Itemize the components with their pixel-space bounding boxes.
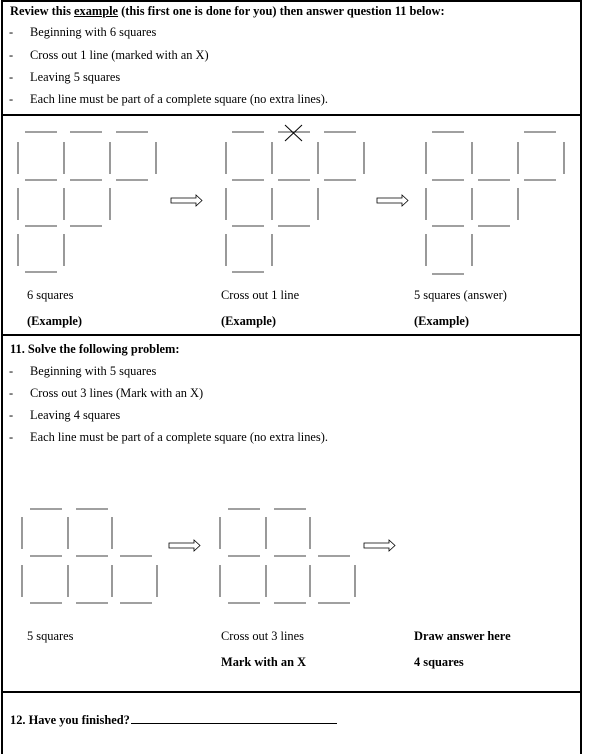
- q11-caption-2: Cross out 3 lines: [221, 629, 304, 643]
- q11-bullet-1: Beginning with 5 squares: [30, 364, 157, 378]
- bullet-marker: -: [9, 70, 14, 84]
- q11-heading: 11. Solve the following problem:: [10, 342, 180, 356]
- example-bullet-2: Cross out 1 line (marked with an X): [30, 48, 209, 62]
- arrow-icon: [169, 540, 200, 551]
- example-figure-cross-out: [226, 125, 364, 272]
- example-bullet-1: Beginning with 6 squares: [30, 25, 157, 39]
- q11-subcaption-2: 4 squares: [414, 655, 464, 669]
- q11-subcaption-1: Mark with an X: [221, 655, 307, 669]
- bullet-marker: -: [9, 25, 14, 39]
- example-bullet-3: Leaving 5 squares: [30, 70, 121, 84]
- q11-caption-3: Draw answer here: [414, 629, 511, 643]
- example-figure-5-squares: [426, 132, 564, 274]
- q11-figure-5-squares: [22, 509, 157, 603]
- q11-bullet-3: Leaving 4 squares: [30, 408, 121, 422]
- bullet-marker: -: [9, 92, 14, 106]
- bullet-marker: -: [9, 364, 14, 378]
- arrow-icon: [377, 195, 408, 206]
- example-tag-2: (Example): [221, 314, 277, 328]
- example-bullet-4: Each line must be part of a complete square (no extra lines).: [30, 92, 328, 106]
- example-caption-1: 6 squares: [27, 288, 74, 302]
- bullet-marker: -: [9, 408, 14, 422]
- arrow-icon: [364, 540, 395, 551]
- example-caption-2: Cross out 1 line: [221, 288, 300, 302]
- bullet-marker: -: [9, 430, 14, 444]
- example-figure-6-squares: [18, 132, 156, 272]
- q11-caption-1: 5 squares: [27, 629, 74, 643]
- bullet-marker: -: [9, 386, 14, 400]
- q11-bullet-2: Cross out 3 lines (Mark with an X): [30, 386, 204, 400]
- cross-mark-icon: [285, 125, 302, 141]
- bullet-marker: -: [9, 48, 14, 62]
- arrow-icon: [171, 195, 202, 206]
- q11-bullet-4: Each line must be part of a complete square (no extra lines).: [30, 430, 328, 444]
- q12-label: 12. Have you finished?: [10, 713, 130, 727]
- example-tag-3: (Example): [414, 314, 470, 328]
- q11-figure-cross-out: [220, 509, 355, 603]
- example-heading: Review this example (this first one is done for you) then answer question 11 below:: [10, 4, 445, 18]
- example-tag-1: (Example): [27, 314, 83, 328]
- example-caption-3: 5 squares (answer): [414, 288, 507, 302]
